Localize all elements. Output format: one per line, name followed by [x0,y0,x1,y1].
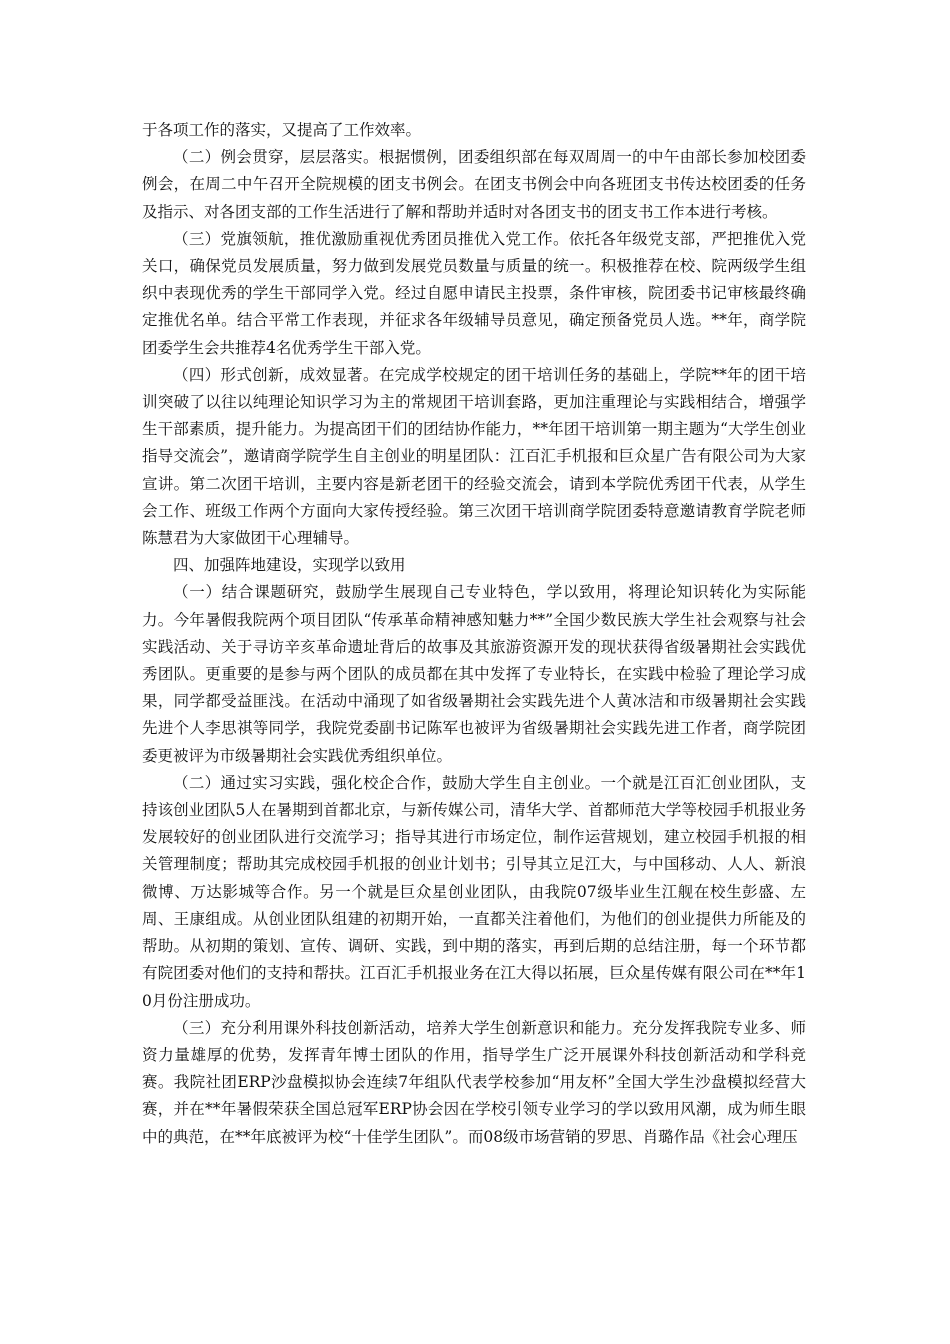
document-page [142,117,806,1151]
paragraph-party-recommendation: （三）党旗领航，推优激励重视优秀团员推优入党工作。依托各年级党支部，严把推优入党关口，确保党员发展质量，努力做到发展党员数量与质量的统一。积极推荐在校、院两级学生组织中表现优秀的学生干部同学入党。经过自愿申请民主投票，条件审核，院团委书记审核最终确定推优名单。结合平常工作表现，并征求各年级辅导员意见，确定预备党员人选。**年，商学院团委学生会共推荐4名优秀学生干部入党。 [142,229,806,357]
paragraph-continuation: 于各项工作的落实，又提高了工作效率。 [142,121,422,139]
paragraph-internship-entrepreneurship: （二）通过实习实践，强化校企合作，鼓励大学生自主创业。一个就是江百汇创业团队，支持该创业团队5人在暑期到首都北京，与新传媒公司，清华大学、首都师范大学等校园手机报业务发展较好的创业团队进行交流学习；指导其进行市场定位，制作运营规划，建立校园手机报的相关管理制度；帮助其完成校园手机报的创业计划书；引导其立足江大，与中国移动、人人、新浪微博、万达影城等合作。另一个就是巨众星创业团队，由我院07级毕业生江舰在校生彭盛、左周、王康组成。从创业团队组建的初期开始，一直都关注着他们，为他们的创业提供力所能及的帮助。从初期的策划、宣传、调研、实践，到中期的落实，再到后期的总结注册，每一个环节都有院团委对他们的支持和帮扶。江百汇手机报业务在江大得以拓展，巨众星传媒有限公司在**年10月份注册成功。 [142,773,806,1010]
paragraph-tech-innovation: （三）充分利用课外科技创新活动，培养大学生创新意识和能力。充分发挥我院专业多、师资力量雄厚的优势，发挥青年博士团队的作用，指导学生广泛开展课外科技创新活动和学科竞赛。我院社团ERP沙盘模拟协会连续7年组队代表学校参加“用友杯”全国大学生沙盘模拟经营大赛，并在**年暑假荣获全国总冠军ERP协会因在学校引领专业学习的学以致用风潮，成为师生眼中的典范，在**年底被评为校“十佳学生团队”。而08级市场营销的罗思、肖璐作品《社会心理压 [142,1018,806,1146]
paragraph-training-innovation: （四）形式创新，成效显著。在完成学校规定的团干培训任务的基础上，学院**年的团干培训突破了以往以纯理论知识学习为主的常规团干培训套路，更加注重理论与实践相结合，增强学生干部素质，提升能力。为提高团干们的团结协作能力，**年团干培训第一期主题为“大学生创业指导交流会”，邀请商学院学生自主创业的明星团队：江百汇手机报和巨众星广告有限公司为大家宣讲。第二次团干培训，主要内容是新老团干的经验交流会，请到本学院优秀团干代表，从学生会工作、班级工作两个方面向大家传授经验。第三次团干培训商学院团委特意邀请教育学院老师陈慧君为大家做团干心理辅导。 [142,365,806,548]
paragraph-research-projects: （一）结合课题研究，鼓励学生展现自己专业特色，学以致用，将理论知识转化为实际能力。今年暑假我院两个项目团队“传承革命精神感知魅力**”全国少数民族大学生社会观察与社会实践活动、关于寻访辛亥革命遗址背后的故事及其旅游资源开发的现状获得省级暑期社会实践优秀团队。更重要的是参与两个团队的成员都在其中发挥了专业特长，在实践中检验了理论学习成果，同学都受益匪浅。在活动中涌现了如省级暑期社会实践先进个人黄冰洁和市级暑期社会实践先进个人李思祺等同学，我院党委副书记陈军也被评为省级暑期社会实践先进工作者，商学院团委更被评为市级暑期社会实践优秀组织单位。 [142,583,806,765]
section-heading-four: 四、加强阵地建设，实现学以致用 [173,556,406,575]
paragraph-regular-meetings: （二）例会贯穿，层层落实。根据惯例，团委组织部在每双周周一的中午由部长参加校团委例会，在周二中午召开全院规模的团支书例会。在团支书例会中向各班团支书传达校团委的任务及指示、对各团支部的工作生活进行了解和帮助并适时对各团支书的团支书工作本进行考核。 [142,148,806,221]
